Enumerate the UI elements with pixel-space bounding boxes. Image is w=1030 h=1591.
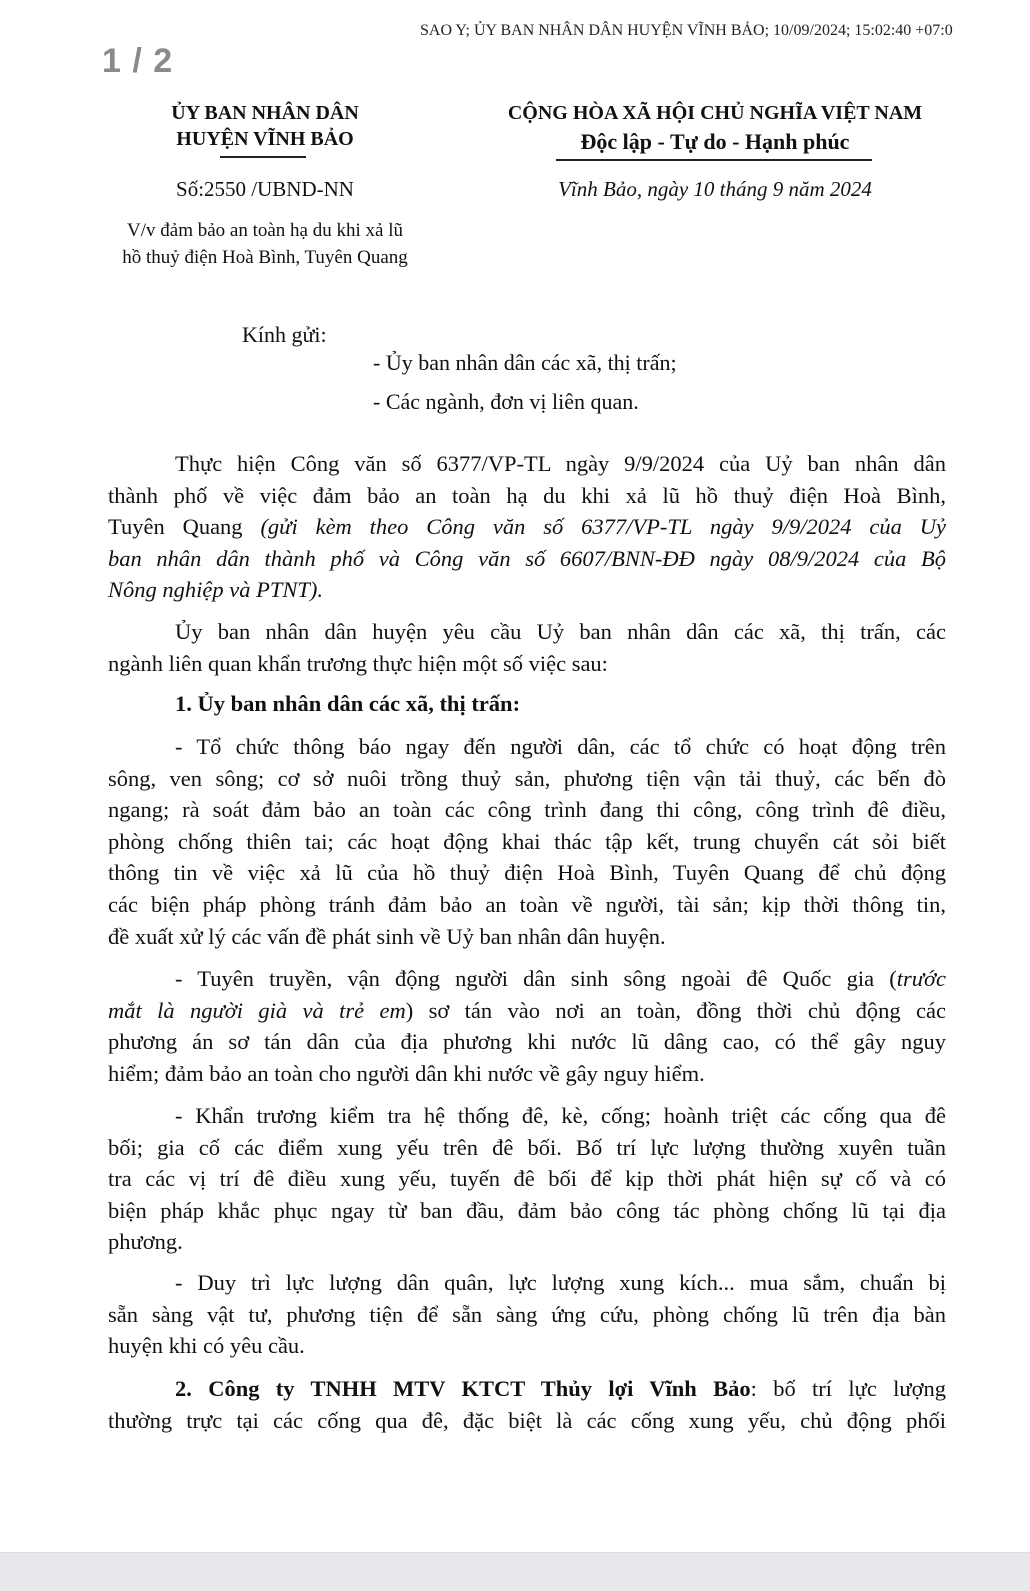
bullet-evacuate-line — [108, 1059, 946, 1089]
issuer-name: ỦY BAN NHÂN DÂN — [171, 102, 359, 124]
text-segment: phòng chống thiên tai; các hoạt động khai thác tập kết, trung chuyển cát sỏi biết — [108, 828, 946, 854]
document-subject — [80, 217, 450, 271]
paragraph-intro-line — [108, 575, 946, 605]
recipients-label: Kính gửi: — [242, 322, 327, 347]
bullet-inspect-line — [108, 1164, 946, 1194]
text-segment: - Tuyên truyền, vận động người dân sinh sông ngoài đê Quốc gia ( — [175, 966, 897, 991]
document-date: Vĩnh Bảo, ngày 10 tháng 9 năm 2024 — [558, 177, 872, 201]
text-segment: phương. — [108, 1229, 183, 1255]
text-segment: Nông nghiệp và PTNT). — [108, 577, 324, 603]
paragraph-intro-line — [175, 449, 946, 479]
bullet-inspect-line — [108, 1227, 946, 1257]
bullet-notify-line — [175, 732, 946, 762]
bullet-notify-line — [108, 795, 946, 825]
bullet-inspect-line — [108, 1133, 946, 1163]
text-segment: Ủy ban nhân dân huyện yêu cầu Uỷ ban nhân dân các xã, thị trấn, các — [175, 619, 946, 644]
bullet-notify-line — [108, 890, 946, 920]
text-segment: ngành liên quan khẩn trương thực hiện một số việc sau: — [108, 650, 608, 676]
bullet-notify-line — [108, 827, 946, 857]
subject-line: hồ thuỷ điện Hoà Bình, Tuyên Quang — [122, 247, 408, 268]
motto-underline — [556, 159, 872, 161]
bullet-inspect-line — [108, 1196, 946, 1226]
text-segment: sông, ven sông; cơ sở nuôi trồng thuỷ sản, phương tiện vận tải thuỷ, các bến đò — [108, 765, 946, 791]
bullet-evacuate-line — [175, 964, 946, 994]
national-title: CỘNG HÒA XÃ HỘI CHỦ NGHĨA VIỆT NAM — [507, 102, 923, 124]
text-segment: 2. Công ty TNHH MTV KTCT Thủy lợi Vĩnh Bảo — [175, 1376, 751, 1401]
text-segment: ) sơ tán vào nơi an toàn, đồng thời chủ động các — [405, 997, 947, 1023]
bullet-forces-line — [108, 1300, 946, 1330]
recipient-item: - Ủy ban nhân dân các xã, thị trấn; — [373, 350, 677, 375]
bullet-forces-line — [175, 1268, 946, 1298]
text-segment: thường trực tại các cống qua đê, đặc biệt là các cống xung yếu, chủ động phối — [108, 1407, 946, 1433]
paragraph-request-line — [175, 617, 946, 647]
page-indicator: 1 / 2 — [102, 42, 174, 80]
text-segment: đề xuất xử lý các vấn đề phát sinh về Uỷ ban nhân dân huyện. — [108, 923, 666, 949]
paragraph-intro-line — [108, 544, 946, 574]
text-segment: biện pháp khắc phục ngay từ ban đầu, đảm bảo công tác phòng chống lũ tại địa — [108, 1197, 946, 1223]
text-segment: Tuyên Quang — [108, 514, 261, 540]
viewer-bottom-bar — [0, 1552, 1030, 1591]
text-segment: tra các vị trí đê điều xung yếu, tuyến đê bối để kịp thời phát hiện sự cố và có — [108, 1166, 946, 1192]
text-segment: (gửi kèm theo Công văn số 6377/VP-TL ngày 9/9/2024 của Uỷ — [260, 514, 946, 540]
bullet-notify-line — [108, 922, 946, 952]
text-segment: Thực hiện Công văn số 6377/VP-TL ngày 9/9/2024 của Uỷ ban nhân dân — [175, 451, 946, 476]
issuer-district: HUYỆN VĨNH BẢO — [176, 128, 354, 150]
paragraph-intro-line — [108, 512, 946, 542]
text-segment: - Duy trì lực lượng dân quân, lực lượng xung kích... mua sắm, chuẩn bị — [175, 1270, 946, 1295]
document-number: Số:2550 /UBND-NN — [176, 177, 354, 201]
text-segment: bối; gia cố các điểm xung yếu trên đê bối. Bố trí lực lượng thường xuyên tuần — [108, 1134, 946, 1160]
text-segment: huyện khi có yêu cầu. — [108, 1333, 305, 1359]
paragraph-intro-line — [108, 481, 946, 511]
bullet-notify-line — [108, 858, 946, 888]
text-segment: - Tổ chức thông báo ngay đến người dân, các tổ chức có hoạt động trên — [175, 734, 946, 759]
text-segment: phương án sơ tán dân của địa phương khi nước lũ dâng cao, có thể gây nguy — [108, 1029, 946, 1055]
recipient-item: - Các ngành, đơn vị liên quan. — [373, 389, 639, 414]
copy-stamp: SAO Y; ỦY BAN NHÂN DÂN HUYỆN VĨNH BẢO; 10/09/2024; 15:02:40 +07:0 — [420, 22, 953, 39]
section-2-line — [108, 1406, 946, 1436]
text-segment: trước — [896, 966, 946, 991]
text-segment: thành phố về việc đảm bảo an toàn hạ du khi xả lũ hồ thuỷ điện Hoà Bình, — [108, 482, 946, 508]
text-segment: ngang; rà soát đảm bảo an toàn các công trình đang thi công, công trình đê điều, — [108, 797, 946, 823]
bullet-inspect-line — [175, 1101, 946, 1131]
text-segment: mắt là người già và trẻ em — [108, 997, 406, 1023]
issuer-underline — [220, 156, 306, 158]
text-segment: - Khẩn trương kiểm tra hệ thống đê, kè, cống; hoành triệt các cống qua đê — [175, 1103, 946, 1128]
text-segment: : bố trí lực lượng — [750, 1376, 946, 1401]
section-2-line — [175, 1374, 946, 1404]
bullet-forces-line — [108, 1331, 946, 1361]
bullet-evacuate-line — [108, 1027, 946, 1057]
bullet-notify-line — [108, 764, 946, 794]
bullet-evacuate-line — [108, 996, 946, 1026]
national-motto: Độc lập - Tự do - Hạnh phúc — [580, 129, 850, 154]
section-1-heading-line — [175, 689, 946, 719]
text-segment: 1. Ủy ban nhân dân các xã, thị trấn: — [175, 691, 521, 716]
paragraph-request-line — [108, 649, 946, 679]
text-segment: hiểm; đảm bảo an toàn cho người dân khi nước về gây nguy hiểm. — [108, 1060, 705, 1086]
text-segment: ban nhân dân thành phố và Công văn số 6607/BNN-ĐĐ ngày 08/9/2024 của Bộ — [108, 545, 946, 571]
text-segment: thông tin về việc xả lũ của hồ thuỷ điện Hoà Bình, Tuyên Quang để chủ động — [108, 860, 946, 886]
text-segment: sẵn sàng vật tư, phương tiện để sẵn sàng ứng cứu, phòng chống lũ trên địa bàn — [108, 1301, 946, 1327]
subject-line: V/v đảm bảo an toàn hạ du khi xả lũ — [127, 220, 403, 241]
text-segment: các biện pháp phòng tránh đảm bảo an toàn về người, tài sản; kịp thời thông tin, — [108, 892, 946, 917]
